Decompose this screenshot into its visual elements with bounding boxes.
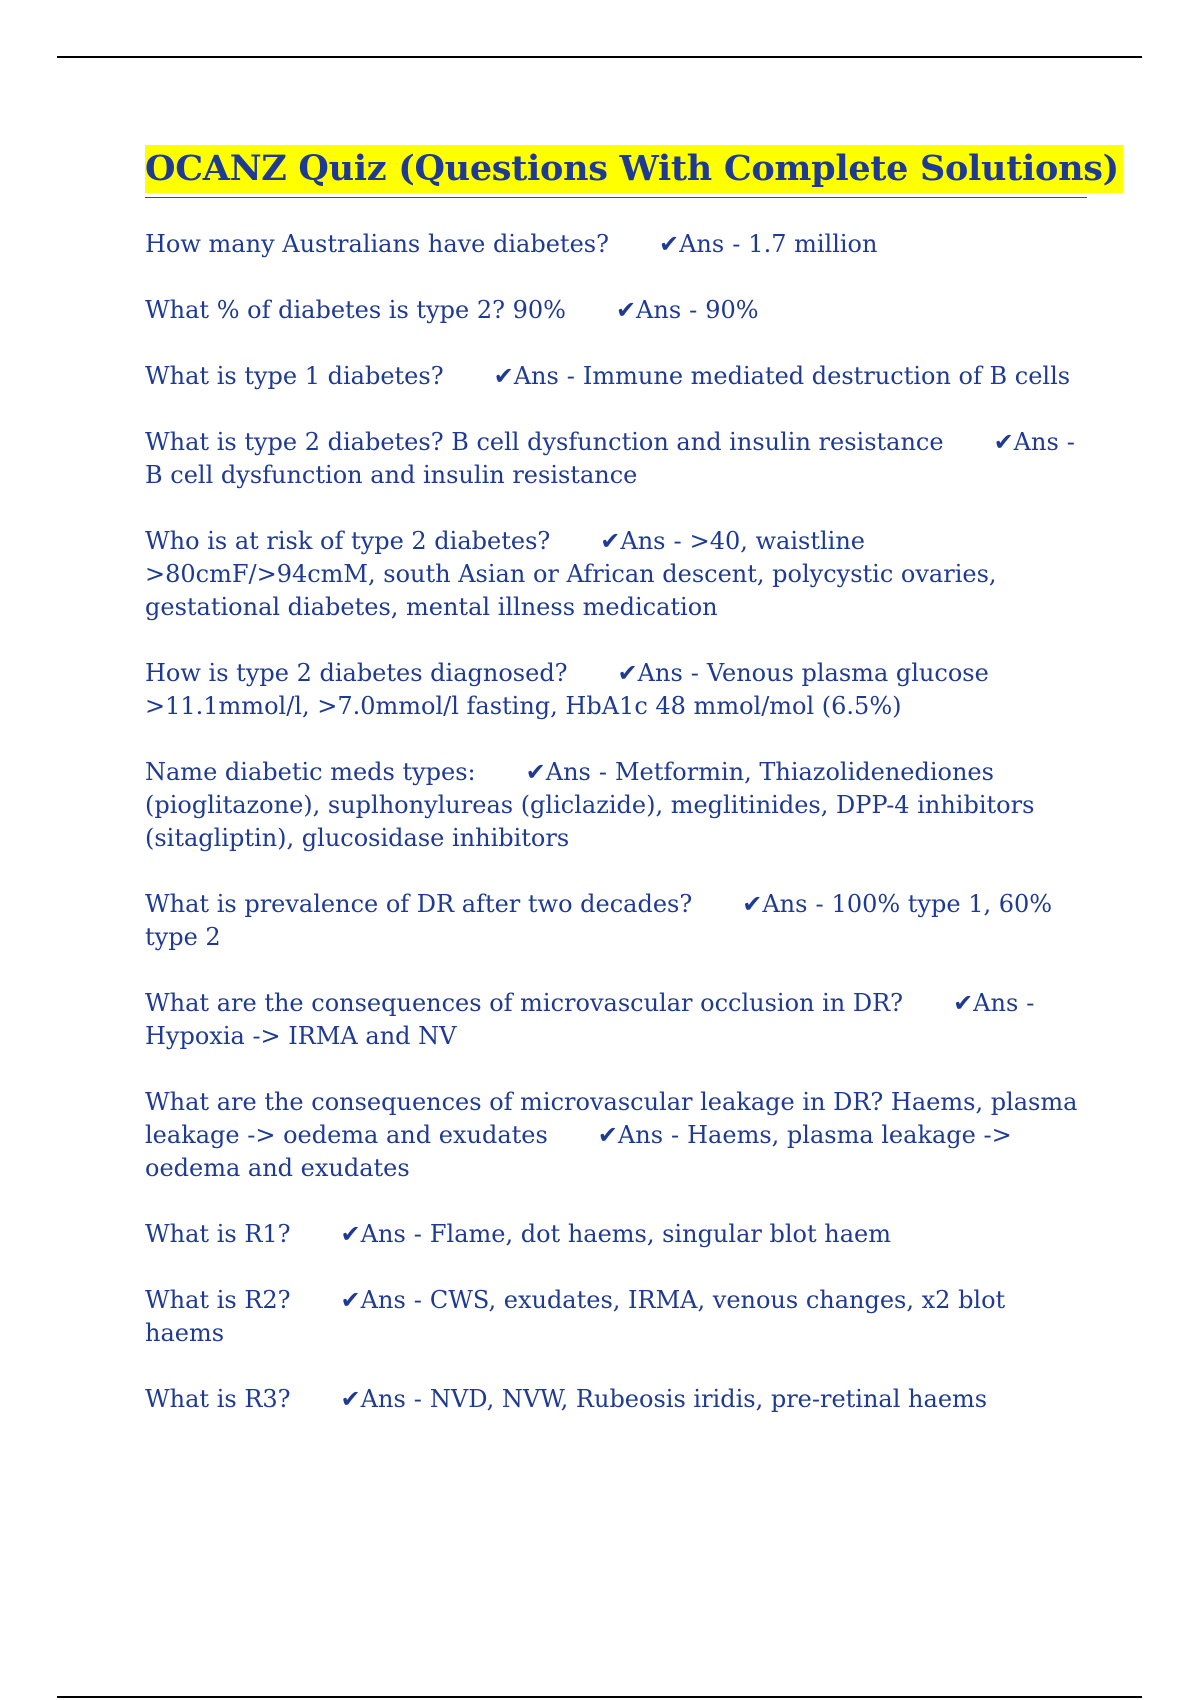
ans-label: Ans	[360, 1286, 406, 1314]
check-icon: ✔	[658, 230, 680, 258]
check-icon: ✔	[600, 527, 621, 555]
qa-item	[145, 1284, 1087, 1350]
check-icon: ✔	[493, 362, 514, 390]
qa-item	[145, 888, 1087, 954]
question-text: How is type 2 diabetes diagnosed?	[145, 659, 568, 687]
question-text: What is R3?	[145, 1385, 291, 1413]
separator: -	[598, 758, 607, 786]
ans-label: Ans	[360, 1220, 406, 1248]
answer-text: 90%	[705, 296, 759, 324]
qa-item	[145, 1086, 1087, 1185]
answer-text: Hypoxia -> IRMA and NV	[145, 1022, 457, 1050]
qa-list	[145, 228, 1087, 1416]
document-title: OCANZ Quiz (Questions With Complete Solutions)	[145, 145, 1123, 193]
ans-label: Ans	[973, 989, 1019, 1017]
qa-item	[145, 987, 1087, 1053]
ans-label: Ans	[1013, 428, 1059, 456]
qa-item	[145, 525, 1087, 624]
qa-item	[145, 657, 1087, 723]
ans-label: Ans	[636, 296, 682, 324]
separator: -	[689, 296, 698, 324]
answer-text: Metformin, Thiazolidenediones (pioglitazone), suplhonylureas (gliclazide), meglitinides, DPP-4 inhibitors (sitagliptin), glucosidase inhibitors	[145, 758, 1035, 852]
check-icon: ✔	[953, 989, 974, 1017]
answer-text: NVD, NVW, Rubeosis iridis, pre-retinal haems	[429, 1385, 988, 1413]
separator: -	[413, 1220, 422, 1248]
qa-item	[145, 1383, 1087, 1416]
separator: -	[413, 1286, 422, 1314]
qa-item	[145, 360, 1087, 393]
question-text: Who is at risk of type 2 diabetes?	[145, 527, 551, 555]
check-icon: ✔	[742, 890, 763, 918]
qa-item	[145, 294, 1087, 327]
question-text: How many Australians have diabetes?	[145, 230, 609, 258]
check-icon: ✔	[617, 659, 638, 687]
check-icon: ✔	[615, 296, 637, 324]
answer-text: CWS, exudates, IRMA, venous changes, x2 blot haems	[145, 1286, 1006, 1347]
question-text: What is R2?	[145, 1286, 291, 1314]
document-body	[145, 145, 1119, 1449]
separator: -	[671, 1121, 680, 1149]
question-text: Name diabetic meds types:	[145, 758, 476, 786]
separator: -	[1026, 989, 1035, 1017]
qa-item	[145, 1218, 1087, 1251]
ans-label: Ans	[762, 890, 808, 918]
answer-text: 1.7 million	[748, 230, 878, 258]
separator: -	[690, 659, 699, 687]
title-block	[145, 145, 1119, 198]
answer-text: Haems, plasma leakage -> oedema and exudates	[145, 1121, 1012, 1182]
check-icon: ✔	[340, 1220, 361, 1248]
separator: -	[815, 890, 824, 918]
ans-label: Ans	[545, 758, 591, 786]
question-text: What is type 2 diabetes? B cell dysfunction and insulin resistance	[145, 428, 944, 456]
check-icon: ✔	[340, 1385, 361, 1413]
ans-label: Ans	[360, 1385, 406, 1413]
question-text: What are the consequences of microvascular occlusion in DR?	[145, 989, 904, 1017]
separator: -	[413, 1385, 422, 1413]
question-text: What are the consequences of microvascular leakage in DR? Haems, plasma leakage -> oedema and exudates	[145, 1088, 1078, 1149]
answer-text: 100% type 1, 60% type 2	[145, 890, 1053, 951]
ans-label: Ans	[617, 1121, 664, 1149]
header-rule	[57, 56, 1142, 58]
ans-label: Ans	[513, 362, 559, 390]
ans-label: Ans	[679, 230, 725, 258]
answer-text: >40, waistline >80cmF/>94cmM, south Asian or African descent, polycystic ovaries, gestational diabetes, mental illness medication	[145, 527, 997, 621]
check-icon: ✔	[597, 1121, 618, 1149]
qa-item	[145, 228, 1087, 261]
question-text: What is type 1 diabetes?	[145, 362, 444, 390]
footer-rule	[57, 1696, 1142, 1698]
answer-text: Immune mediated destruction of B cells	[582, 362, 1071, 390]
question-text: What % of diabetes is type 2? 90%	[145, 296, 566, 324]
question-text: What is R1?	[145, 1220, 291, 1248]
ans-label: Ans	[637, 659, 683, 687]
answer-text: Flame, dot haems, singular blot haem	[429, 1220, 891, 1248]
separator: -	[732, 230, 741, 258]
qa-item	[145, 426, 1087, 492]
ans-label: Ans	[620, 527, 666, 555]
check-icon: ✔	[525, 758, 546, 786]
check-icon: ✔	[340, 1286, 361, 1314]
separator: -	[1066, 428, 1075, 456]
question-text: What is prevalence of DR after two decades?	[145, 890, 693, 918]
separator: -	[566, 362, 575, 390]
answer-text: Venous plasma glucose >11.1mmol/l, >7.0mmol/l fasting, HbA1c 48 mmol/mol (6.5%)	[145, 659, 989, 720]
qa-item	[145, 756, 1087, 855]
check-icon: ✔	[993, 428, 1014, 456]
separator: -	[673, 527, 682, 555]
answer-text: B cell dysfunction and insulin resistance	[145, 461, 638, 489]
